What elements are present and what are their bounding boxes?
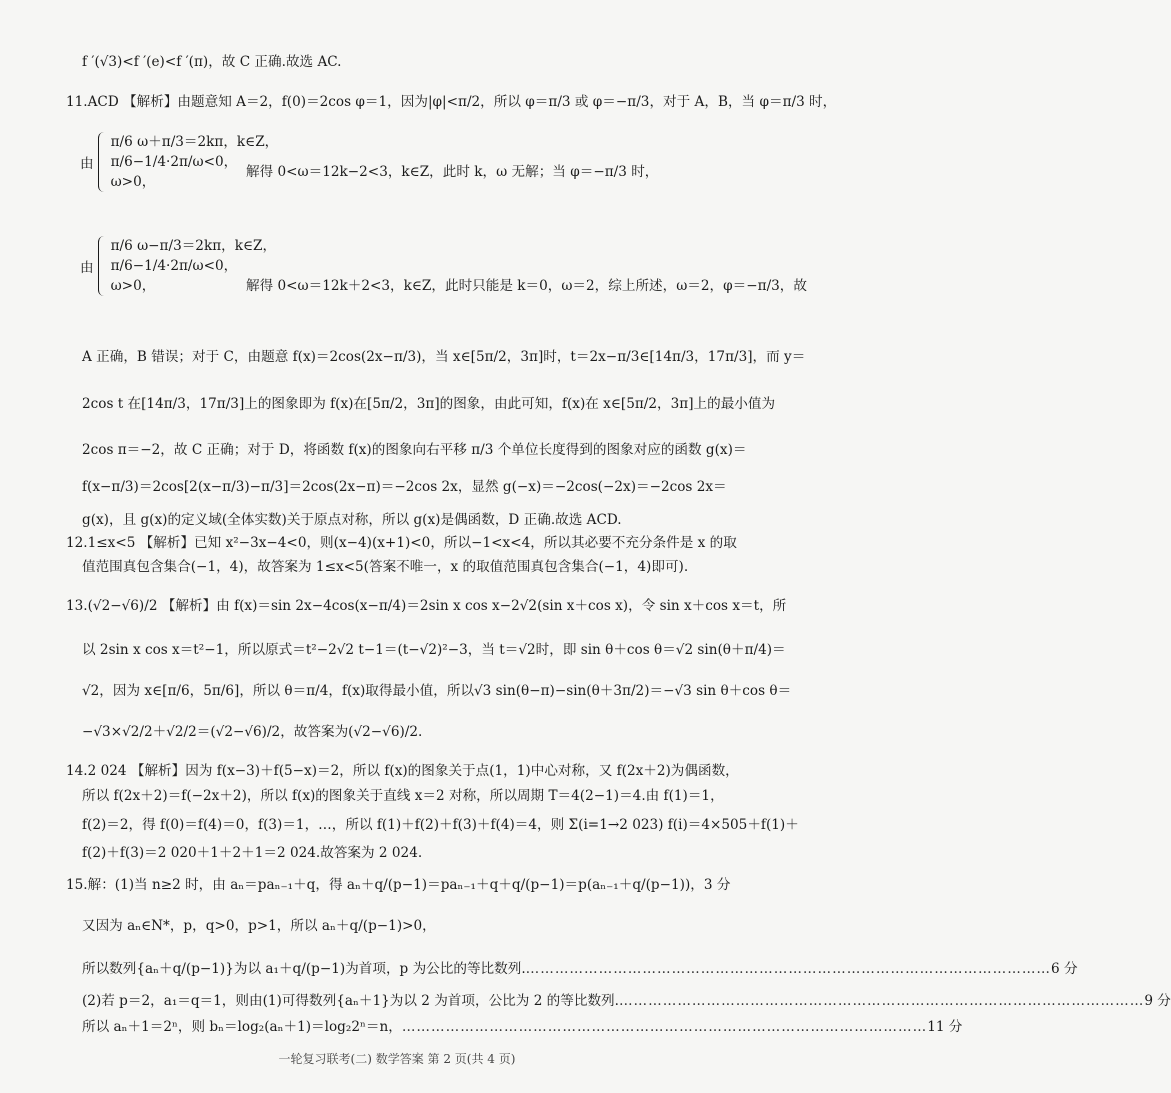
step-points: 3 分 [703, 877, 731, 893]
step-points: 11 分 [927, 1019, 963, 1035]
q11-header: 11.ACD 【解析】由题意知 A＝2，f(0)＝2cos φ＝1，因为|φ|<π/2，所以 φ＝π/3 或 φ＝−π/3，对于 A，B，当 φ＝π/3 时， [66, 94, 837, 110]
q11-line: A 正确，B 错误；对于 C，由题意 f(x)＝2cos(2x−π/3)，当 x∈[5π/2，3π]时，t＝2x−π/3∈[14π/3，17π/3]，而 y＝ [82, 349, 806, 365]
system-row: π/6−1/4·2π/ω<0， [110, 258, 238, 274]
q14-header: 14.2 024 【解析】因为 f(x−3)＋f(5−x)＝2，所以 f(x)的图象关于点(1，1)中心对称，又 f(2x＋2)为偶函数， [66, 763, 739, 779]
q15-line: 又因为 aₙ∈N*，p，q>0，p>1，所以 aₙ＋q/(p−1)>0， [82, 918, 436, 934]
q15-step [66, 875, 731, 895]
q13-line: 以 2sin x cos x＝t²−1，所以原式＝t²−2√2 t−1＝(t−√2)²−3，当 t＝√2时，即 sin θ＋cos θ＝√2 sin(θ＋π/4)＝ [82, 642, 786, 658]
q11-result-2: 解得 0<ω＝12k＋2<3，k∈Z，此时只能是 k＝0，ω＝2，综上所述，ω＝2，φ＝−π/3，故 [246, 278, 807, 294]
brace [98, 132, 107, 192]
q14-line: 所以 f(2x＋2)＝f(−2x＋2)，所以 f(x)的图象关于直线 x＝2 对称，所以周期 T＝4(2−1)＝4.由 f(1)＝1， [82, 788, 724, 804]
q11-line: g(x)，且 g(x)的定义域(全体实数)关于原点对称，所以 g(x)是偶函数，D 正确.故选 ACD. [82, 512, 622, 528]
system-row: π/6 ω＋π/3＝2kπ，k∈Z， [110, 134, 279, 150]
q11-line: f(x−π/3)＝2cos[2(x−π/3)−π/3]＝2cos(2x−π)＝−2cos 2x，显然 g(−x)＝−2cos(−2x)＝−2cos 2x＝ [82, 479, 727, 495]
brace [98, 236, 107, 296]
system-row: π/6−1/4·2π/ω<0， [110, 154, 238, 170]
step-points: 6 分 [1051, 961, 1078, 977]
q12-line: 值范围真包含集合(−1，4)，故答案为 1≤x<5(答案不唯一，x 的取值范围真包含集合(−1，4)即可). [82, 559, 689, 575]
q15-step [82, 991, 1171, 1011]
system-prefix: 由 [80, 260, 94, 276]
leader-dots [619, 991, 1144, 1011]
system-row: π/6 ω−π/3＝2kπ，k∈Z， [110, 238, 277, 254]
q11-line: 2cos π＝−2，故 C 正确；对于 D，将函数 f(x)的图象向右平移 π/3 个单位长度得到的图象对应的函数 g(x)＝ [82, 442, 747, 458]
step-text: 所以数列{aₙ＋q/(p−1)}为以 a₁＋q/(p−1)为首项，p 为公比的等比数列. [82, 961, 526, 977]
q13-line: −√3×√2/2＋√2/2＝(√2−√6)/2，故答案为(√2−√6)/2. [82, 724, 423, 740]
page-footer: 一轮复习联考(二) 数学答案 第 2 页(共 4 页) [278, 1052, 516, 1066]
system-prefix: 由 [80, 156, 94, 172]
step-points: 9 分 [1144, 993, 1171, 1009]
q14-line: f(2)＋f(3)＝2 020＋1＋2＋1＝2 024.故答案为 2 024. [82, 845, 423, 861]
leader-dots [526, 959, 1051, 979]
q12-header: 12.1≤x<5 【解析】已知 x²−3x−4<0，则(x−4)(x+1)<0，所以−1<x<4，所以其必要不充分条件是 x 的取 [66, 535, 737, 551]
system-row: ω>0， [110, 174, 156, 190]
q11-line: 2cos t 在[14π/3，17π/3]上的图象即为 f(x)在[5π/2，3π]的图象，由此可知，f(x)在 x∈[5π/2，3π]上的最小值为 [82, 396, 776, 412]
step-text: 15.解：(1)当 n≥2 时，由 aₙ＝paₙ₋₁＋q，得 aₙ＋q/(p−1)＝paₙ₋₁＋q＋q/(p−1)＝p(aₙ₋₁＋q/(p−1))， [66, 877, 704, 893]
q13-line: √2，因为 x∈[π/6，5π/6]，所以 θ＝π/4，f(x)取得最小值，所以√3 sin(θ−π)−sin(θ＋3π/2)＝−√3 sin θ＋cos θ＝ [82, 683, 792, 699]
q11-result-1: 解得 0<ω＝12k−2<3，k∈Z，此时 k，ω 无解；当 φ＝−π/3 时， [246, 164, 659, 180]
system-row: ω>0， [110, 278, 156, 294]
q13-header: 13.(√2−√6)/2 【解析】由 f(x)＝sin 2x−4cos(x−π/4)＝2sin x cos x−2√2(sin x＋cos x)，令 sin x＋cos x＝t，所 [66, 598, 787, 614]
step-text: (2)若 p＝2，a₁＝q＝1，则由(1)可得数列{aₙ＋1}为以 2 为首项，公比为 2 的等比数列. [82, 993, 619, 1009]
q15-step [82, 1017, 963, 1037]
q14-line: f(2)＝2，得 f(0)＝f(4)＝0，f(3)＝1，…，所以 f(1)＋f(2)＋f(3)＋f(4)＝4，则 Σ(i=1→2 023) f(i)＝4×505＋f(1)＋ [82, 817, 799, 833]
leader-dots [402, 1017, 927, 1037]
q10-conclusion: f ′(√3)<f ′(e)<f ′(π)，故 C 正确.故选 AC. [82, 54, 342, 70]
step-text: 所以 aₙ＋1＝2ⁿ，则 bₙ＝log₂(aₙ＋1)＝log₂2ⁿ＝n， [82, 1019, 402, 1035]
q15-step [82, 959, 1078, 979]
